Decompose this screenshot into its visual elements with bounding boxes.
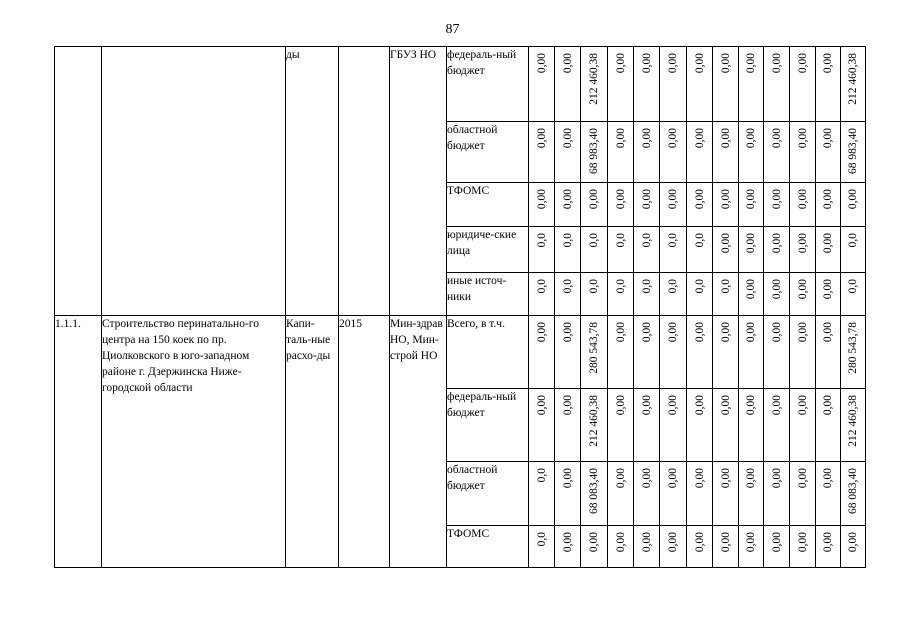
- item-number-cell: 1.1.1.: [55, 316, 102, 568]
- value-text: 0,00: [822, 53, 834, 74]
- value-text: 0,00: [770, 468, 783, 489]
- value-text: 0,00: [535, 189, 548, 210]
- value-cell: [841, 183, 866, 227]
- value-cell: [608, 183, 634, 227]
- value-text: 0,00: [822, 395, 834, 416]
- value-text: 0,00: [745, 233, 757, 254]
- value-text: 0,00: [561, 53, 574, 74]
- value-text: 0,00: [745, 322, 757, 343]
- value-cell: [634, 122, 660, 183]
- value-cell: [634, 227, 660, 273]
- value-cell: [634, 389, 660, 462]
- value-text: 0,00: [693, 468, 706, 489]
- value-text: 0,00: [796, 128, 809, 149]
- value-text: 0,00: [640, 322, 653, 343]
- value-text: 0,0: [693, 233, 706, 248]
- value-text: 0,00: [745, 189, 757, 210]
- value-cell: [608, 316, 634, 389]
- value-text: 0,00: [614, 322, 627, 343]
- value-text: 0,00: [770, 189, 783, 210]
- value-cell: [713, 316, 739, 389]
- item-name-cell: [102, 47, 286, 316]
- value-cell: [816, 183, 841, 227]
- value-text: 0,00: [796, 468, 809, 489]
- value-text: 0,0: [614, 233, 627, 248]
- value-text: 0,00: [745, 468, 757, 489]
- value-cell: [687, 526, 713, 568]
- table-body: [55, 47, 866, 568]
- value-cell: [529, 227, 555, 273]
- value-text: 0,00: [667, 53, 679, 74]
- value-text: 0,00: [640, 189, 653, 210]
- value-cell: [713, 273, 739, 316]
- value-cell: [739, 47, 764, 122]
- value-text: 0,00: [770, 532, 783, 553]
- value-text: 0,00: [667, 322, 679, 343]
- value-text: 0,00: [561, 395, 574, 416]
- value-text: 0,00: [667, 128, 679, 149]
- budget-table: [54, 46, 866, 568]
- value-text: 0,00: [796, 53, 809, 74]
- value-cell: [555, 227, 581, 273]
- value-cell: [529, 47, 555, 122]
- value-cell: [687, 183, 713, 227]
- value-cell: [529, 526, 555, 568]
- value-text: 0,0: [535, 532, 548, 547]
- value-cell: [764, 273, 790, 316]
- value-cell: [581, 122, 608, 183]
- value-text: 0,00: [561, 532, 574, 553]
- value-cell: [634, 273, 660, 316]
- value-cell: [790, 122, 816, 183]
- value-cell: [713, 389, 739, 462]
- value-cell: [634, 462, 660, 526]
- value-text: 0,0: [535, 233, 548, 248]
- value-text: 212 460,38: [847, 395, 859, 447]
- value-cell: [790, 389, 816, 462]
- value-text: 0,00: [561, 468, 574, 489]
- value-text: 0,00: [614, 189, 627, 210]
- value-text: 0,00: [693, 189, 706, 210]
- value-cell: [529, 183, 555, 227]
- value-cell: [660, 389, 687, 462]
- value-text: 0,00: [719, 468, 732, 489]
- table-row: [55, 47, 866, 122]
- value-text: 0,00: [719, 233, 732, 254]
- value-text: 0,00: [640, 395, 653, 416]
- value-cell: [555, 389, 581, 462]
- value-text: 0,00: [535, 128, 548, 149]
- value-text: 212 460,38: [847, 53, 859, 105]
- value-cell: [687, 316, 713, 389]
- value-text: 0,00: [770, 322, 783, 343]
- value-cell: [581, 183, 608, 227]
- value-cell: [687, 462, 713, 526]
- value-text: 0,00: [719, 53, 732, 74]
- value-cell: [634, 526, 660, 568]
- value-text: 0,0: [667, 233, 679, 248]
- organization-cell: ГБУЗ НО: [390, 47, 447, 316]
- value-cell: [581, 273, 608, 316]
- value-cell: [581, 316, 608, 389]
- value-text: 0,00: [822, 189, 834, 210]
- value-text: 0,00: [796, 189, 809, 210]
- value-cell: [816, 122, 841, 183]
- value-cell: [790, 227, 816, 273]
- value-text: 0,00: [770, 53, 783, 74]
- value-cell: [581, 47, 608, 122]
- value-cell: [841, 227, 866, 273]
- funding-source-cell: ТФОМС: [447, 183, 529, 227]
- value-text: 0,0: [667, 279, 679, 294]
- value-cell: [687, 227, 713, 273]
- value-text: 0,00: [693, 128, 706, 149]
- value-text: 68 083,40: [588, 468, 600, 514]
- value-cell: [713, 122, 739, 183]
- value-cell: [608, 273, 634, 316]
- table-row: [55, 316, 866, 389]
- value-cell: [608, 47, 634, 122]
- value-text: 0,00: [640, 53, 653, 74]
- value-text: 0,0: [561, 279, 574, 294]
- value-cell: [816, 316, 841, 389]
- value-cell: [608, 526, 634, 568]
- value-cell: [608, 389, 634, 462]
- value-cell: [841, 47, 866, 122]
- value-cell: [608, 122, 634, 183]
- funding-source-cell: федераль-ный бюджет: [447, 47, 529, 122]
- value-cell: [555, 526, 581, 568]
- value-text: 0,00: [745, 395, 757, 416]
- value-text: 280 543,78: [588, 322, 600, 374]
- value-text: 212 460,38: [588, 395, 600, 447]
- expense-type-cell: Капи-таль-ные расхо-ды: [286, 316, 339, 568]
- funding-source-cell: областной бюджет: [447, 462, 529, 526]
- value-cell: [739, 462, 764, 526]
- value-cell: [555, 47, 581, 122]
- funding-source-cell: федераль-ный бюджет: [447, 389, 529, 462]
- value-cell: [687, 122, 713, 183]
- value-cell: [713, 462, 739, 526]
- value-text: 212 460,38: [588, 53, 600, 105]
- value-text: 0,00: [796, 322, 809, 343]
- value-text: 0,00: [796, 395, 809, 416]
- value-text: 0,00: [796, 233, 809, 254]
- value-cell: [660, 273, 687, 316]
- value-text: 68 083,40: [847, 468, 859, 514]
- value-text: 0,00: [770, 233, 783, 254]
- value-cell: [687, 389, 713, 462]
- funding-source-cell: ТФОМС: [447, 526, 529, 568]
- value-text: 0,0: [640, 279, 653, 294]
- value-text: 0,00: [614, 395, 627, 416]
- value-cell: [739, 526, 764, 568]
- value-cell: [841, 389, 866, 462]
- value-text: 0,0: [719, 279, 732, 294]
- value-text: 0,00: [561, 189, 574, 210]
- value-text: 0,00: [667, 532, 679, 553]
- value-cell: [790, 462, 816, 526]
- value-text: 0,0: [614, 279, 627, 294]
- value-cell: [790, 526, 816, 568]
- value-cell: [660, 122, 687, 183]
- value-text: 0,00: [588, 532, 600, 553]
- value-text: 0,00: [796, 532, 809, 553]
- value-cell: [608, 227, 634, 273]
- value-text: 0,00: [693, 395, 706, 416]
- value-cell: [739, 122, 764, 183]
- value-cell: [816, 389, 841, 462]
- value-cell: [660, 47, 687, 122]
- value-cell: [764, 316, 790, 389]
- value-text: 0,00: [614, 532, 627, 553]
- value-text: 0,00: [614, 468, 627, 489]
- value-text: 0,0: [847, 233, 859, 248]
- value-text: 0,0: [535, 279, 548, 294]
- value-cell: [816, 227, 841, 273]
- value-cell: [713, 526, 739, 568]
- value-text: 0,00: [640, 532, 653, 553]
- value-cell: [634, 316, 660, 389]
- value-cell: [790, 183, 816, 227]
- value-text: 0,00: [822, 532, 834, 553]
- value-cell: [660, 316, 687, 389]
- value-text: 0,00: [667, 468, 679, 489]
- value-cell: [660, 526, 687, 568]
- value-cell: [581, 227, 608, 273]
- value-cell: [739, 273, 764, 316]
- value-text: 0,00: [822, 279, 834, 300]
- value-cell: [581, 389, 608, 462]
- value-text: 68 983,40: [847, 128, 859, 174]
- value-cell: [529, 273, 555, 316]
- value-text: 0,00: [822, 128, 834, 149]
- value-text: 0,0: [847, 279, 859, 294]
- value-text: 280 543,78: [847, 322, 859, 374]
- value-text: 0,0: [640, 233, 653, 248]
- value-cell: [816, 47, 841, 122]
- value-cell: [764, 526, 790, 568]
- value-text: 0,00: [719, 532, 732, 553]
- year-cell: 2015: [339, 316, 390, 568]
- page-number: 87: [445, 22, 460, 37]
- expense-type-cell: ды: [286, 47, 339, 316]
- value-text: 0,00: [719, 128, 732, 149]
- value-cell: [739, 183, 764, 227]
- value-cell: [764, 389, 790, 462]
- value-text: 0,00: [693, 532, 706, 553]
- value-cell: [764, 227, 790, 273]
- value-cell: [608, 462, 634, 526]
- value-cell: [581, 462, 608, 526]
- funding-source-cell: юридиче-ские лица: [447, 227, 529, 273]
- value-text: 0,00: [796, 279, 809, 300]
- value-cell: [634, 47, 660, 122]
- value-text: 0,00: [667, 395, 679, 416]
- value-text: 0,00: [693, 322, 706, 343]
- value-cell: [529, 389, 555, 462]
- value-text: 0,00: [745, 128, 757, 149]
- item-number-cell: [55, 47, 102, 316]
- value-text: 0,0: [588, 233, 600, 248]
- value-text: 0,00: [614, 128, 627, 149]
- value-cell: [687, 47, 713, 122]
- value-text: 0,00: [719, 395, 732, 416]
- value-text: 0,00: [770, 279, 783, 300]
- value-cell: [816, 462, 841, 526]
- value-text: 0,00: [847, 189, 859, 210]
- value-cell: [529, 122, 555, 183]
- value-text: 0,00: [667, 189, 679, 210]
- value-text: 0,00: [640, 128, 653, 149]
- value-text: 0,00: [745, 279, 757, 300]
- value-cell: [555, 316, 581, 389]
- value-text: 0,00: [719, 189, 732, 210]
- value-cell: [816, 526, 841, 568]
- value-cell: [555, 273, 581, 316]
- value-text: 0,00: [822, 322, 834, 343]
- value-cell: [841, 316, 866, 389]
- value-cell: [529, 316, 555, 389]
- value-text: 0,0: [535, 468, 548, 483]
- value-text: 0,00: [561, 128, 574, 149]
- value-cell: [739, 389, 764, 462]
- value-cell: [555, 122, 581, 183]
- value-text: 0,00: [588, 189, 600, 210]
- value-text: 0,00: [745, 532, 757, 553]
- value-text: 0,00: [847, 532, 859, 553]
- value-cell: [790, 316, 816, 389]
- value-cell: [739, 227, 764, 273]
- value-text: 0,00: [745, 53, 757, 74]
- value-text: 0,0: [588, 279, 600, 294]
- value-cell: [739, 316, 764, 389]
- value-text: 0,0: [693, 279, 706, 294]
- value-cell: [581, 526, 608, 568]
- value-cell: [660, 462, 687, 526]
- value-text: 0,00: [770, 128, 783, 149]
- value-text: 0,00: [822, 233, 834, 254]
- organization-cell: Мин-здрав НО, Мин-строй НО: [390, 316, 447, 568]
- value-text: 0,00: [770, 395, 783, 416]
- value-cell: [529, 462, 555, 526]
- value-cell: [687, 273, 713, 316]
- value-text: 0,00: [640, 468, 653, 489]
- funding-source-cell: Всего, в т.ч.: [447, 316, 529, 389]
- value-text: 0,00: [561, 322, 574, 343]
- year-cell: [339, 47, 390, 316]
- value-cell: [790, 273, 816, 316]
- value-cell: [555, 462, 581, 526]
- value-cell: [713, 227, 739, 273]
- value-text: 0,00: [719, 322, 732, 343]
- value-cell: [713, 183, 739, 227]
- value-text: 0,0: [561, 233, 574, 248]
- value-cell: [764, 47, 790, 122]
- value-text: 0,00: [535, 395, 548, 416]
- value-cell: [713, 47, 739, 122]
- value-cell: [841, 526, 866, 568]
- value-cell: [790, 47, 816, 122]
- value-text: 0,00: [614, 53, 627, 74]
- funding-source-cell: областной бюджет: [447, 122, 529, 183]
- value-cell: [764, 122, 790, 183]
- value-text: 0,00: [693, 53, 706, 74]
- value-cell: [816, 273, 841, 316]
- value-cell: [764, 462, 790, 526]
- value-cell: [555, 183, 581, 227]
- funding-source-cell: иные источ-ники: [447, 273, 529, 316]
- value-cell: [841, 273, 866, 316]
- value-text: 0,00: [535, 53, 548, 74]
- value-text: 68 983,40: [588, 128, 600, 174]
- value-cell: [660, 183, 687, 227]
- value-cell: [764, 183, 790, 227]
- value-cell: [634, 183, 660, 227]
- value-cell: [841, 122, 866, 183]
- value-text: 0,00: [535, 322, 548, 343]
- value-cell: [841, 462, 866, 526]
- item-name-cell: Строительство перинатально-го центра на 150 коек по пр. Циолковского в юго-западном районе г. Дзержинска Ниже-городской области: [102, 316, 286, 568]
- value-text: 0,00: [822, 468, 834, 489]
- value-cell: [660, 227, 687, 273]
